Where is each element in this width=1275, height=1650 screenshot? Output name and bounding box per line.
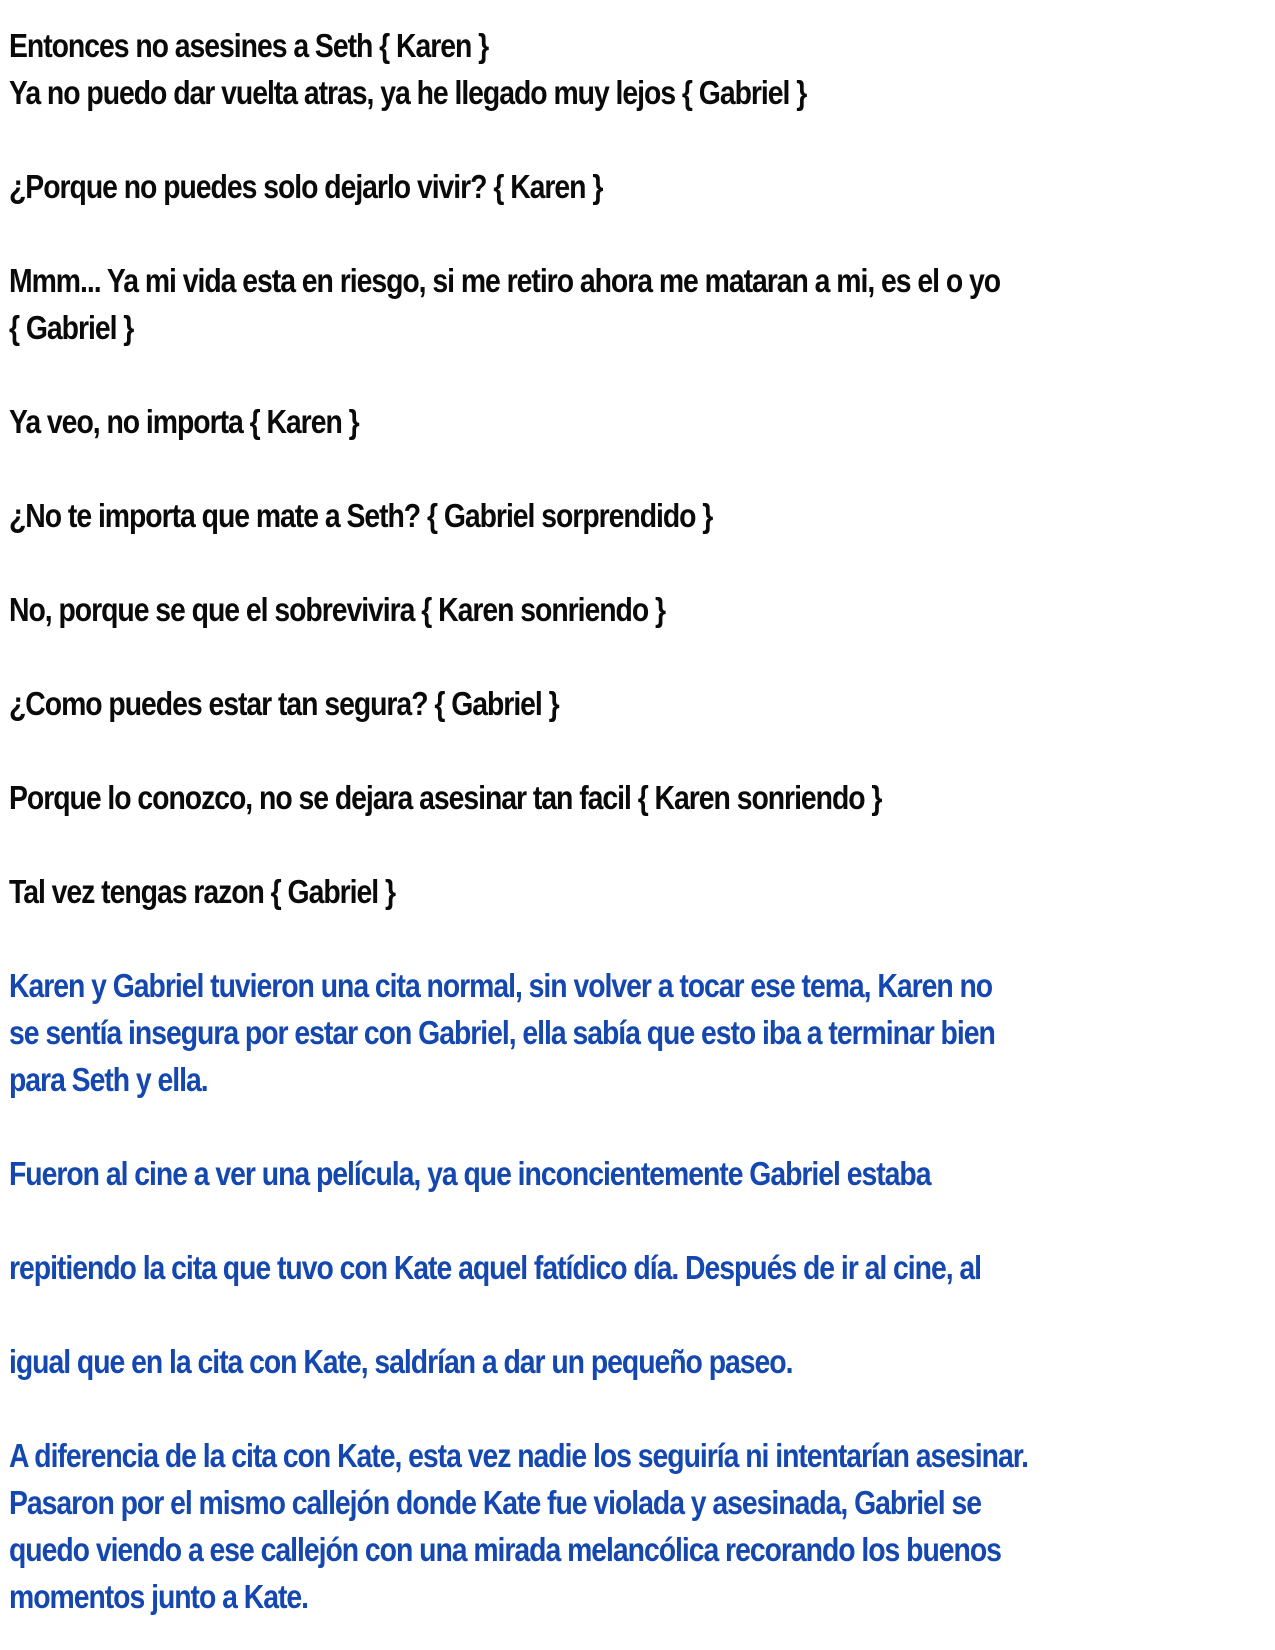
dialogue-line: { Gabriel }	[9, 309, 134, 346]
paragraph-gap	[9, 727, 1271, 774]
paragraph-gap	[9, 210, 1271, 257]
paragraph-gap	[9, 539, 1271, 586]
narration-line: Pasaron por el mismo callejón donde Kate fue violada y asesinada, Gabriel se	[9, 1484, 982, 1521]
dialogue-line: ¿Como puedes estar tan segura? { Gabriel }	[9, 685, 559, 722]
paragraph-gap	[9, 116, 1271, 163]
paragraph-gap	[9, 445, 1271, 492]
narration-line: A diferencia de la cita con Kate, esta vez nadie los seguiría ni intentarían asesinar.	[9, 1437, 1029, 1474]
dialogue-line: Entonces no asesines a Seth { Karen }	[9, 27, 489, 64]
narration-line: quedo viendo a ese callejón con una mirada melancólica recorando los buenos	[9, 1531, 1001, 1568]
document-page	[9, 22, 1271, 1620]
narration-line: repitiendo la cita que tuvo con Kate aquel fatídico día. Después de ir al cine, al	[9, 1249, 982, 1286]
dialogue-line: Porque lo conozco, no se dejara asesinar tan facil { Karen sonriendo }	[9, 779, 882, 816]
narration-line: para Seth y ella.	[9, 1061, 208, 1098]
paragraph-gap	[9, 1291, 1271, 1338]
dialogue-line: No, porque se que el sobrevivira { Karen sonriendo }	[9, 591, 666, 628]
narration-line: se sentía insegura por estar con Gabriel, ella sabía que esto iba a terminar bien	[9, 1014, 995, 1051]
dialogue-line: Ya no puedo dar vuelta atras, ya he llegado muy lejos { Gabriel }	[9, 74, 807, 111]
narration-line: Karen y Gabriel tuvieron una cita normal, sin volver a tocar ese tema, Karen no	[9, 967, 993, 1004]
paragraph-gap	[9, 633, 1271, 680]
dialogue-line: ¿No te importa que mate a Seth? { Gabriel sorprendido }	[9, 497, 713, 534]
narration-line: momentos junto a Kate.	[9, 1578, 308, 1615]
dialogue-line: Mmm... Ya mi vida esta en riesgo, si me retiro ahora me mataran a mi, es el o yo	[9, 262, 1001, 299]
dialogue-line: ¿Porque no puedes solo dejarlo vivir? { Karen }	[9, 168, 603, 205]
narration-line: igual que en la cita con Kate, saldrían a dar un pequeño paseo.	[9, 1343, 793, 1380]
paragraph-gap	[9, 1103, 1271, 1150]
paragraph-gap	[9, 351, 1271, 398]
paragraph-gap	[9, 915, 1271, 962]
dialogue-line: Ya veo, no importa { Karen }	[9, 403, 359, 440]
paragraph-gap	[9, 1385, 1271, 1432]
dialogue-line: Tal vez tengas razon { Gabriel }	[9, 873, 395, 910]
narration-line: Fueron al cine a ver una película, ya que inconcientemente Gabriel estaba	[9, 1155, 931, 1192]
paragraph-gap	[9, 821, 1271, 868]
paragraph-gap	[9, 1197, 1271, 1244]
